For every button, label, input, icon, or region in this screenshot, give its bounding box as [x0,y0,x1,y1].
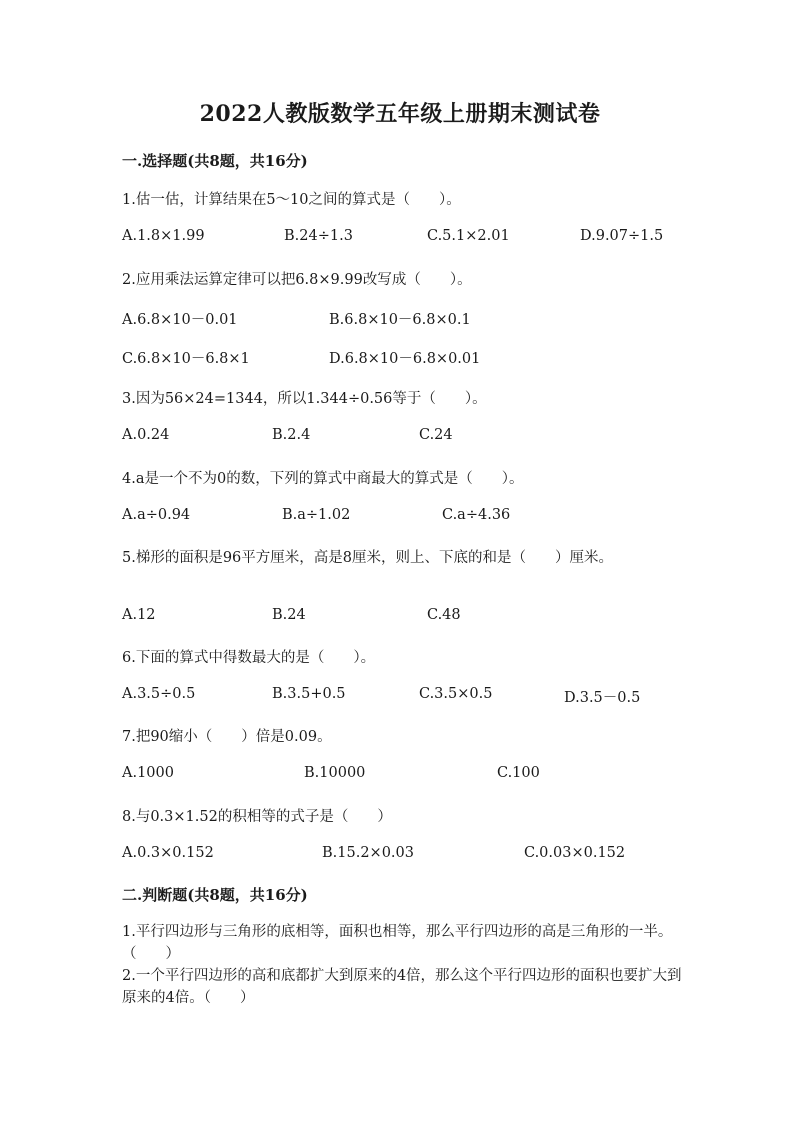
option-a: A.12 [122,607,156,623]
option-a: A.1000 [122,765,174,781]
page-title: 2022人教版数学五年级上册期末测试卷 [199,101,601,127]
question-5: 5.梯形的面积是96平方厘米，高是8厘米，则上、下底的和是（ ）厘米。 [122,550,614,566]
option-b: B.a÷1.02 [282,507,351,523]
option-b: B.24 [272,607,306,623]
option-c: C.5.1×2.01 [427,228,510,244]
question-8-options [122,845,682,867]
option-c: C.48 [427,607,461,623]
option-c: C.3.5×0.5 [419,686,493,702]
option-d: D.9.07÷1.5 [580,228,664,244]
question-4-options [122,507,682,529]
option-d: D.3.5－0.5 [564,690,641,706]
option-b: B.3.5+0.5 [272,686,346,702]
section-heading-choice: 一.选择题(共8题，共16分) [122,152,308,170]
question-4: 4.a是一个不为0的数，下列的算式中商最大的算式是（ ）。 [122,471,524,487]
option-b: B.2.4 [272,427,311,443]
option-d: D.6.8×10－6.8×0.01 [329,351,481,367]
option-b: B.10000 [304,765,366,781]
option-c: C.a÷4.36 [442,507,511,523]
option-c: C.24 [419,427,453,443]
question-7-options [122,765,682,787]
section-heading-judgement: 二.判断题(共8题，共16分) [122,886,308,904]
question-1-options [122,228,682,250]
question-3-options [122,427,682,449]
option-c: C.0.03×0.152 [524,845,626,861]
question-8: 8.与0.3×1.52的积相等的式子是（ ） [122,809,392,825]
question-2-options-row1 [122,308,682,330]
option-a: A.6.8×10－0.01 [122,312,238,328]
option-c: C.6.8×10－6.8×1 [122,351,250,367]
question-6: 6.下面的算式中得数最大的是（ ）。 [122,650,376,666]
question-2-options-row2 [122,347,682,369]
option-b: B.15.2×0.03 [322,845,414,861]
question-3: 3.因为56×24=1344，所以1.344÷0.56等于（ ）。 [122,391,487,407]
option-a: A.1.8×1.99 [122,228,205,244]
judgement-item-2: 2.一个平行四边形的高和底都扩大到原来的4倍，那么这个平行四边形的面积也要扩大到原来的4倍。（ ） [122,968,682,1006]
question-6-options [122,686,682,708]
question-1: 1.估一估，计算结果在5～10之间的算式是（ ）。 [122,192,461,208]
option-a: A.3.5÷0.5 [122,686,196,702]
option-c: C.100 [497,765,540,781]
option-a: A.0.3×0.152 [122,845,214,861]
option-a: A.a÷0.94 [122,507,191,523]
question-7: 7.把90缩小（ ）倍是0.09。 [122,729,332,745]
question-5-options [122,607,682,629]
judgement-item-1: 1.平行四边形与三角形的底相等，面积也相等，那么平行四边形的高是三角形的一半。（ ） [122,924,673,962]
question-2: 2.应用乘法运算定律可以把6.8×9.99改写成（ ）。 [122,272,472,288]
option-b: B.6.8×10－6.8×0.1 [329,312,471,328]
option-a: A.0.24 [122,427,170,443]
option-b: B.24÷1.3 [284,228,353,244]
